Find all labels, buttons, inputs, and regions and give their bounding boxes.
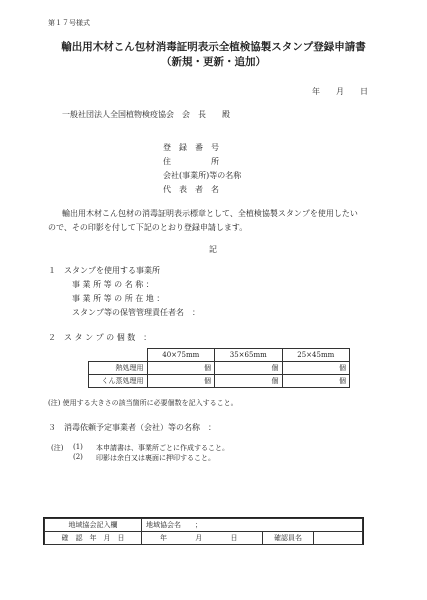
row-label-heat: 熱処理用 (89, 362, 148, 375)
count-cell[interactable]: 個 (282, 362, 350, 375)
footer-row (45, 519, 363, 532)
count-cell[interactable]: 個 (215, 362, 283, 375)
section-1-title: １ スタンプを使用する事業所 (48, 266, 160, 275)
note-1-number: (1) (73, 443, 83, 451)
footer-month: 月 (195, 534, 203, 542)
table-header-cell: 35×65mm (215, 349, 283, 362)
footer-confirm-date-label: 確 認 年 月 日 (45, 532, 142, 545)
office-name-label: 事 業 所 等 の 名 称 ： (72, 280, 154, 289)
row-label-fumigation: くん蒸処理用 (89, 375, 148, 388)
ki-heading: 記 (209, 245, 217, 254)
count-cell[interactable]: 個 (147, 362, 215, 375)
page-subtitle: （新規・更新・追加） (161, 56, 266, 68)
page-title: 輸出用木材こん包材消毒証明表示全植検協製スタンプ登録申請書 (61, 41, 366, 53)
stamp-table-note: (注) 使用する大きさの該当箇所に必要個数を記入すること。 (48, 399, 238, 407)
footer-year: 年 (160, 534, 167, 542)
applicant-company-label: 会社(事業所)等の名称 (163, 171, 242, 180)
table-row (89, 362, 350, 375)
body-text-line2: ので、その印影を付して下記のとおり登録申請します。 (48, 223, 248, 232)
office-location-label: 事 業 所 等 の 所 在 地 ： (72, 294, 165, 303)
table-header-row (89, 349, 350, 362)
notes-label: (注) (51, 444, 64, 452)
footer-assoc-name[interactable]: 地域協会名 ； (142, 519, 363, 532)
date-line: 年 月 日 (312, 87, 368, 96)
count-cell[interactable]: 個 (215, 375, 283, 388)
note-2-number: (2) (73, 453, 83, 461)
table-header-cell: 40×75mm (147, 349, 215, 362)
table-corner-cell (89, 349, 148, 362)
footer-confirmer-input[interactable] (314, 532, 363, 545)
footer-table (44, 518, 363, 545)
section-3-title: ３ 消毒依頼予定事業者（会社）等の名称 ： (48, 423, 216, 432)
table-header-cell: 25×45mm (282, 349, 350, 362)
count-cell[interactable]: 個 (282, 375, 350, 388)
form-number: 第１７号様式 (48, 19, 90, 27)
applicant-rep-label: 代 表 者 名 (163, 185, 219, 194)
applicant-address-label: 住 所 (163, 157, 219, 166)
footer-date-cell[interactable] (142, 532, 263, 545)
body-text-line1: 輸出用木材こん包材の消毒証明表示標章として、全植検協製スタンプを使用したい (62, 209, 358, 218)
footer-row (45, 532, 363, 545)
table-row (89, 375, 350, 388)
stamp-count-table (88, 348, 350, 388)
applicant-reg-no-label: 登 録 番 号 (163, 143, 219, 152)
footer-assoc-field-label: 地域協会記入欄 (45, 519, 142, 532)
section-2-title: ２ ス タ ン プ の 個 数 ： (48, 333, 152, 342)
stamp-manager-label: スタンプ等の保管管理責任者名 ： (72, 308, 200, 317)
count-cell[interactable]: 個 (147, 375, 215, 388)
footer-day: 日 (230, 534, 238, 542)
addressee: 一般社団法人全国植物検疫協会 会 長 殿 (62, 110, 230, 119)
note-1-text: 本申請書は、事業所ごとに作成すること。 (96, 444, 229, 452)
note-2-text: 印影は余白又は裏面に押印すること。 (96, 454, 215, 462)
footer-confirmer-label: 確認員名 (263, 532, 314, 545)
